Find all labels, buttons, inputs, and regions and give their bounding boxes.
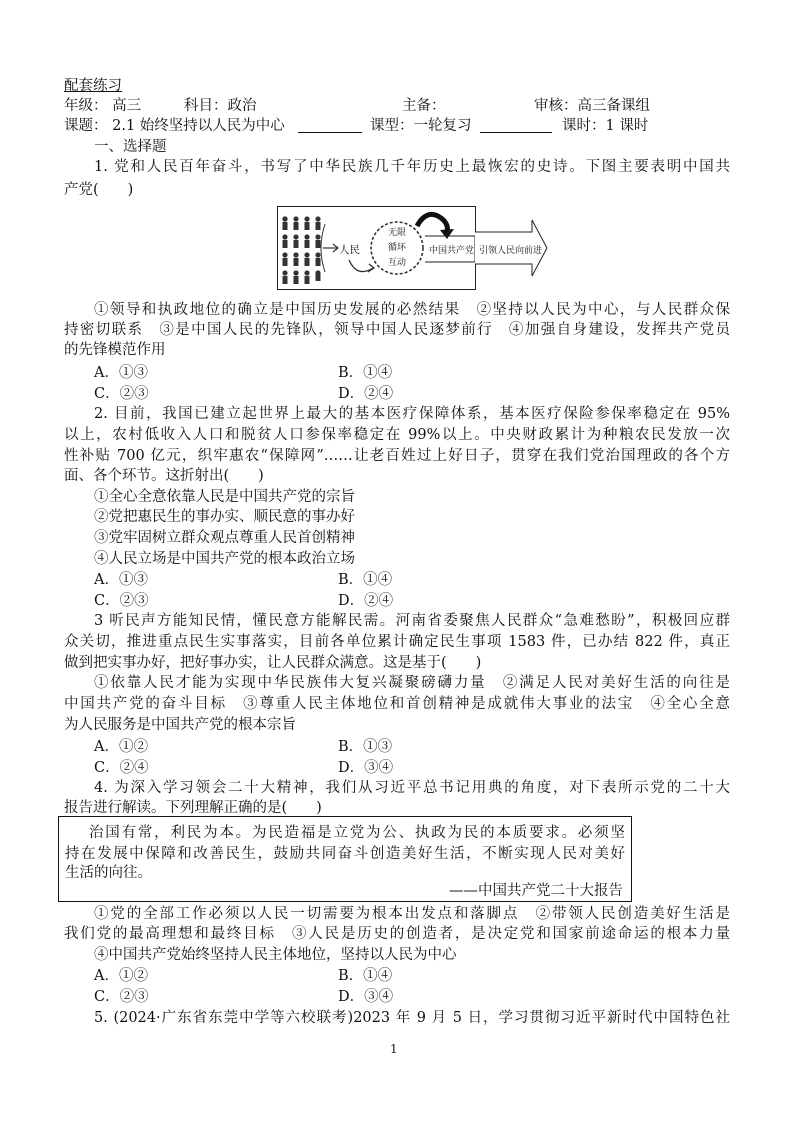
q1-option-c[interactable]: C．②③ <box>94 386 149 402</box>
q1-statement-line1: ①领导和执政地位的确立是中国历史发展的必然结果 ②坚持以人民为中心，与人民群众保 <box>94 302 730 318</box>
q2-statement-1: ①全心全意依靠人民是中国共产党的宗旨 <box>94 489 355 505</box>
figure-party-label: 中国共产党 <box>429 246 475 256</box>
quote-source: ——中国共产党二十大报告 <box>449 883 623 899</box>
subject-label: 科目：政治 <box>184 98 257 114</box>
q1-option-d[interactable]: D．②④ <box>338 386 394 402</box>
section-heading: 一、选择题 <box>94 139 167 155</box>
q1-stem-line1: 1. 党和人民百年奋斗，书写了中华民族几千年历史上最恢宏的史诗。下图主要表明中国共 <box>94 159 730 175</box>
q4-option-c[interactable]: C．②③ <box>94 989 149 1005</box>
people-party-cycle-diagram <box>277 206 548 290</box>
q4-stem-line1: 4. 为深入学习领会二十大精神，我们从习近平总书记用典的角度，对下表所示党的二十大 <box>94 780 730 796</box>
hours-label: 课时：1 课时 <box>562 118 649 134</box>
q1-figure <box>277 206 548 290</box>
q2-stem-line3: 性补贴 700 亿元，织牢惠农“保障网”……让老百姓过上好日子，贯穿在我们党治国理政的各个方 <box>64 448 730 464</box>
topic-blank <box>298 118 362 133</box>
q3-stem-line3: 做到把实事办好，把好事办实，让人民群众满意。这是基于( ) <box>64 655 482 671</box>
q2-stem-line4: 面、各个环节。这折射出( ) <box>64 468 264 484</box>
grade-label: 年级： 高三 <box>64 98 142 114</box>
quote-line3: 生活的向往。 <box>65 865 152 881</box>
q4-quote-box <box>58 816 632 902</box>
q5-stem-line1: 5. (2024·广东省东莞中学等六校联考)2023 年 9 月 5 日，学习贯彻习近平新时代中国特色社 <box>94 1010 730 1026</box>
q3-option-d[interactable]: D．③④ <box>338 760 394 776</box>
type-blank <box>480 118 552 133</box>
q1-statement-line3: 的先锋模范作用 <box>64 342 166 358</box>
q3-stem-line1: 3 听民声方能知民情，懂民意方能解民需。河南省委聚焦人民群众“急难愁盼”，积极回应群 <box>94 613 730 629</box>
people-grid-icon <box>282 216 320 284</box>
page-number: 1 <box>390 1042 398 1056</box>
figure-cycle-3: 互动 <box>388 258 407 268</box>
figure-people-label: 人民 <box>339 244 360 256</box>
q4-option-b[interactable]: B．①④ <box>338 968 393 984</box>
q3-option-c[interactable]: C．②④ <box>94 760 149 776</box>
q3-option-a[interactable]: A．①② <box>94 739 148 755</box>
q1-statement-line2: 持密切联系 ③是中国人民的先锋队，领导中国人民逐梦前行 ④加强自身建设，发挥共产党员 <box>64 322 730 338</box>
figure-cycle-2: 循环 <box>388 243 407 253</box>
q3-statement-line3: 为人民服务是中国共产党的根本宗旨 <box>64 717 296 733</box>
q2-option-d[interactable]: D．②④ <box>338 593 394 609</box>
q4-option-d[interactable]: D．③④ <box>338 989 394 1005</box>
q2-stem-line2: 以上，农村低收入人口和脱贫人口参保率稳定在 99%以上。中央财政累计为种粮农民发放一次 <box>64 427 730 443</box>
q4-statement-line3: ④中国共产党始终坚持人民主体地位，坚持以人民为中心 <box>94 947 457 963</box>
q1-stem-line2: 产党( ) <box>64 182 134 198</box>
q3-statement-line1: ①依靠人民才能为实现中华民族伟大复兴凝聚磅礴力量 ②满足人民对美好生活的向往是 <box>94 675 730 691</box>
q2-statement-3: ③党牢固树立群众观点尊重人民首创精神 <box>94 530 355 546</box>
q1-option-b[interactable]: B．①④ <box>338 365 393 381</box>
q4-statement-line2: 我们党的最高理想和最终目标 ③人民是历史的创造者，是决定党和国家前途命运的根本力量 <box>64 926 730 942</box>
figure-arrow-label: 引领人民向前进 <box>479 246 543 256</box>
q4-statement-line1: ①党的全部工作必须以人民一切需要为根本出发点和落脚点 ②带领人民创造美好生活是 <box>94 906 730 922</box>
q2-stem-line1: 2. 目前，我国已建立起世界上最大的基本医疗保障体系，基本医疗保险参保率稳定在 95% <box>94 406 730 422</box>
figure-cycle-1: 无限 <box>388 228 407 238</box>
q3-option-b[interactable]: B．①③ <box>338 739 393 755</box>
doc-title: 配套练习 <box>64 78 122 94</box>
q4-stem-line2: 报告进行解读。下列理解正确的是( ) <box>64 800 322 816</box>
q2-option-c[interactable]: C．②③ <box>94 593 149 609</box>
q3-statement-line2: 中国共产党的奋斗目标 ③尊重人民主体地位和首创精神是成就伟大事业的法宝 ④全心全意 <box>64 696 730 712</box>
author-label: 主备： <box>402 98 446 114</box>
q1-option-a[interactable]: A．①③ <box>94 365 148 381</box>
quote-line1: 治国有常，利民为本。为民造福是立党为公、执政为民的本质要求。必须坚 <box>89 825 625 841</box>
reviewer-label: 审核：高三备课组 <box>534 98 650 114</box>
q2-statement-4: ④人民立场是中国共产党的根本政治立场 <box>94 551 355 567</box>
q3-stem-line2: 众关切，推进重点民生实事落实，目前各单位累计确定民生事项 1583 件，已办结 822 件，真正 <box>64 634 730 650</box>
q2-option-b[interactable]: B．①④ <box>338 572 393 588</box>
q4-option-a[interactable]: A．①② <box>94 968 148 984</box>
q2-option-a[interactable]: A．①③ <box>94 572 148 588</box>
topic-label: 课题： 2.1 始终坚持以人民为中心 <box>64 118 285 134</box>
q2-statement-2: ②党把惠民生的事办实、顺民意的事办好 <box>94 509 355 525</box>
quote-line2: 持在发展中保障和改善民生，鼓励共同奋斗创造美好生活，不断实现人民对美好 <box>65 846 625 862</box>
type-label: 课型：一轮复习 <box>370 118 472 134</box>
